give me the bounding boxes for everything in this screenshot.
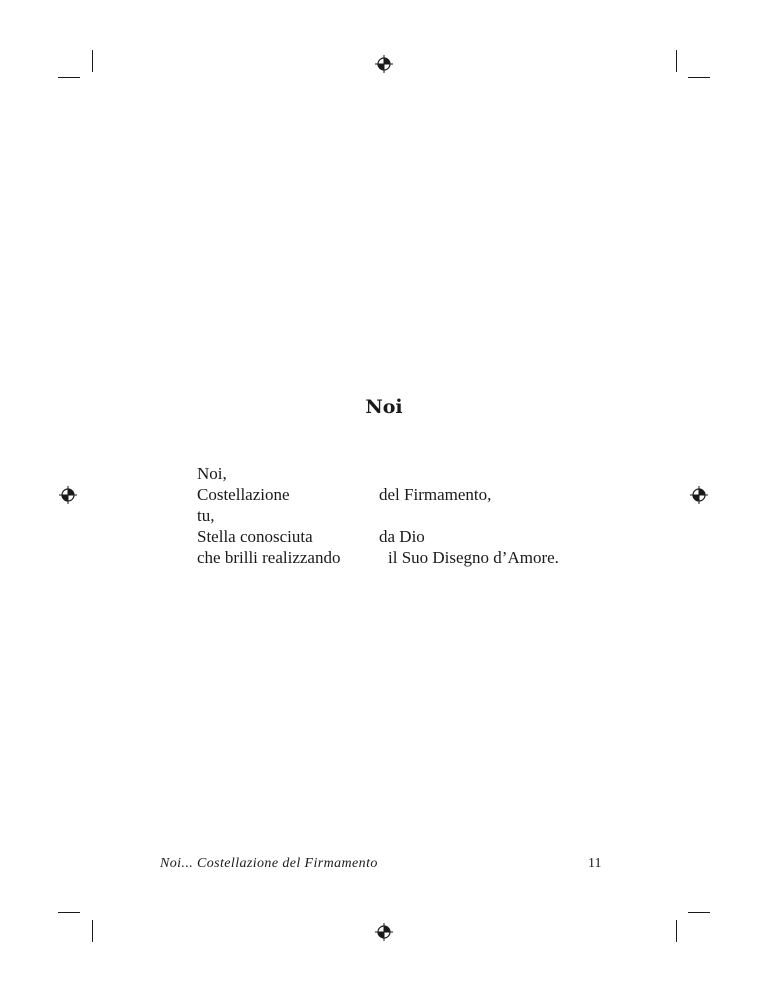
poem-line-left: Noi,: [197, 464, 227, 483]
poem-line-left: tu,: [197, 506, 215, 525]
crop-mark-top-left-vertical: [92, 50, 93, 72]
poem-line-left: Stella conosciuta: [197, 527, 313, 546]
registration-crosshair-icon: [59, 486, 77, 504]
crop-mark-bottom-left-vertical: [92, 920, 93, 942]
registration-crosshair-icon: [690, 486, 708, 504]
registration-crosshair-icon: [375, 923, 393, 941]
crop-mark-bottom-right-vertical: [676, 920, 677, 942]
crop-mark-top-right-vertical: [676, 50, 677, 72]
crop-mark-top-left-horizontal: [58, 77, 80, 78]
poem-line-left: Costellazione: [197, 485, 290, 504]
poem-line-right: del Firmamento,: [379, 485, 492, 504]
poem-title: Noi: [365, 396, 403, 418]
crop-mark-bottom-left-horizontal: [58, 912, 80, 913]
poem-line-right: da Dio: [379, 527, 425, 546]
crop-mark-bottom-right-horizontal: [688, 912, 710, 913]
registration-crosshair-icon: [375, 55, 393, 73]
poem-line-left: che brilli realizzando: [197, 548, 341, 567]
page-number: 11: [588, 856, 602, 871]
crop-mark-top-right-horizontal: [688, 77, 710, 78]
running-title: Noi... Costellazione del Firmamento: [160, 856, 378, 871]
poem-line-right: il Suo Disegno d’Amore.: [388, 548, 559, 567]
